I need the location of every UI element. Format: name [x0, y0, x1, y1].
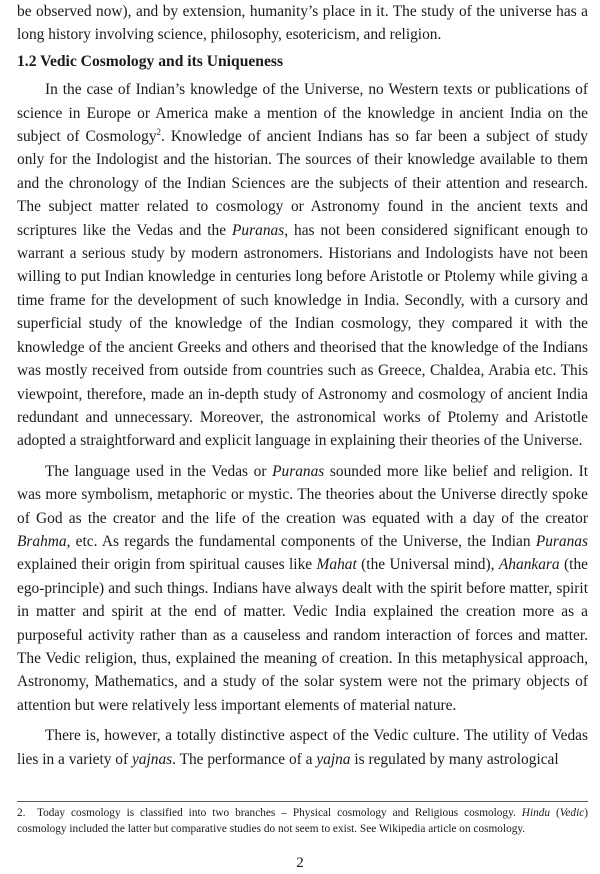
p1-text-c: , has not been considered significant enough to warrant a serious study by modern astronomers. Historians and Indologists have not been willing to put Indian knowledge in centuries long before Aristotle or Ptolemy while giving a time frame for the development of such knowledge in India. Secondly, with a cursory and superficial study of the knowledge of the Indian cosmology, they compared it with the knowledge of the ancient Greeks and others and theorised that the knowledge of the Indians was mostly received from outside from countries such as Greece, Chaldea, Arabia etc. This viewpoint, therefore, made an in-depth study of Astronomy and cosmology of ancient India redundant and unnecessary. Moreover, the astronomical works of Ptolemy and Aristotle adopted a straightforward and explicit language in explaining their theories of the Universe.: [17, 221, 588, 450]
p2-puranas-1: Puranas: [272, 462, 325, 480]
footnote: [17, 806, 588, 837]
p3-yajna: yajna: [316, 750, 351, 768]
page-body: [17, 0, 588, 771]
footnote-vedic: Vedic: [559, 807, 585, 819]
footnote-text-b: (: [550, 807, 560, 819]
p3-yajnas: yajnas: [131, 750, 173, 768]
p1-text-b: . Knowledge of ancient Indians has so far been a subject of study only for the Indologist and the historian. The sources of their knowledge available to them and the chronology of the Indian Sciences are the subjects of their attention and research. The subject matter related to cosmology or Astronomy found in the ancient texts and scriptures like the Vedas and the: [17, 128, 588, 239]
p2-puranas-2: Puranas: [535, 532, 588, 550]
footnote-number: 2.: [17, 807, 26, 819]
p3-text-c: is regulated by many astrological: [350, 750, 559, 768]
footnote-divider: [17, 801, 588, 802]
p2-text-f: (the ego-principle) and such things. Indians have always dealt with the spirit before matter, spirit in matter and spirit at the end of matter. Vedic India explained the creation more as a purposeful activity rather than as a causeless and random interaction of forces and matter. The Vedic religion, thus, explained the meaning of creation. In this metaphysical approach, Astronomy, Mathematics, and a study of the solar system were not the primary objects of attention but were relatively less important elements of material nature.: [17, 556, 588, 714]
p1-puranas: Puranas: [232, 221, 285, 239]
p2-mahat: Mahat: [316, 556, 357, 574]
paragraph-3: [17, 724, 588, 771]
p2-ahankara: Ahankara: [498, 556, 560, 574]
top-paragraph: be observed now), and by extension, humanity’s place in it. The study of the universe has a long history involving science, philosophy, esotericism, and religion.: [17, 3, 588, 44]
footnote-text-c: ) cosmology included the latter but comparative studies do not seem to exist. See Wikipedia article on cosmology.: [17, 807, 588, 835]
p2-text-c: , etc. As regards the fundamental components of the Universe, the Indian: [66, 532, 536, 550]
p2-text-a: The language used in the Vedas or: [45, 462, 273, 480]
p2-brahma: Brahma: [17, 532, 67, 550]
footnote-body: [17, 807, 588, 835]
p2-text-e: (the Universal mind),: [356, 556, 499, 574]
p3-text-b: . The performance of a: [172, 750, 317, 768]
footnote-text-a: Today cosmology is classified into two branches – Physical cosmology and Religious cosmology.: [37, 807, 522, 819]
footnote-ref[interactable]: 2: [156, 126, 162, 137]
p3-text-a: There is, however, a totally distinctive aspect of the Vedic culture. The utility of Vedas lies in a variety of: [17, 727, 588, 768]
p2-text-b: sounded more like belief and religion. It was more symbolism, metaphoric or mystic. The theories about the Universe directly spoke of God as the creator and the life of the creation was equated with a day of the creator: [17, 462, 588, 527]
paragraph-2: [17, 460, 588, 717]
section-heading: 1.2 Vedic Cosmology and its Uniqueness: [17, 52, 284, 70]
p2-text-d: explained their origin from spiritual causes like: [17, 556, 317, 574]
footnote-hindu: Hindu: [521, 807, 551, 819]
p1-text-a: In the case of Indian’s knowledge of the Universe, no Western texts or publications of science in Europe or America make a mention of the knowledge in ancient India on the subject of Cosmology: [17, 81, 588, 146]
page-number: 2: [296, 855, 304, 871]
paragraph-1: [17, 78, 588, 453]
